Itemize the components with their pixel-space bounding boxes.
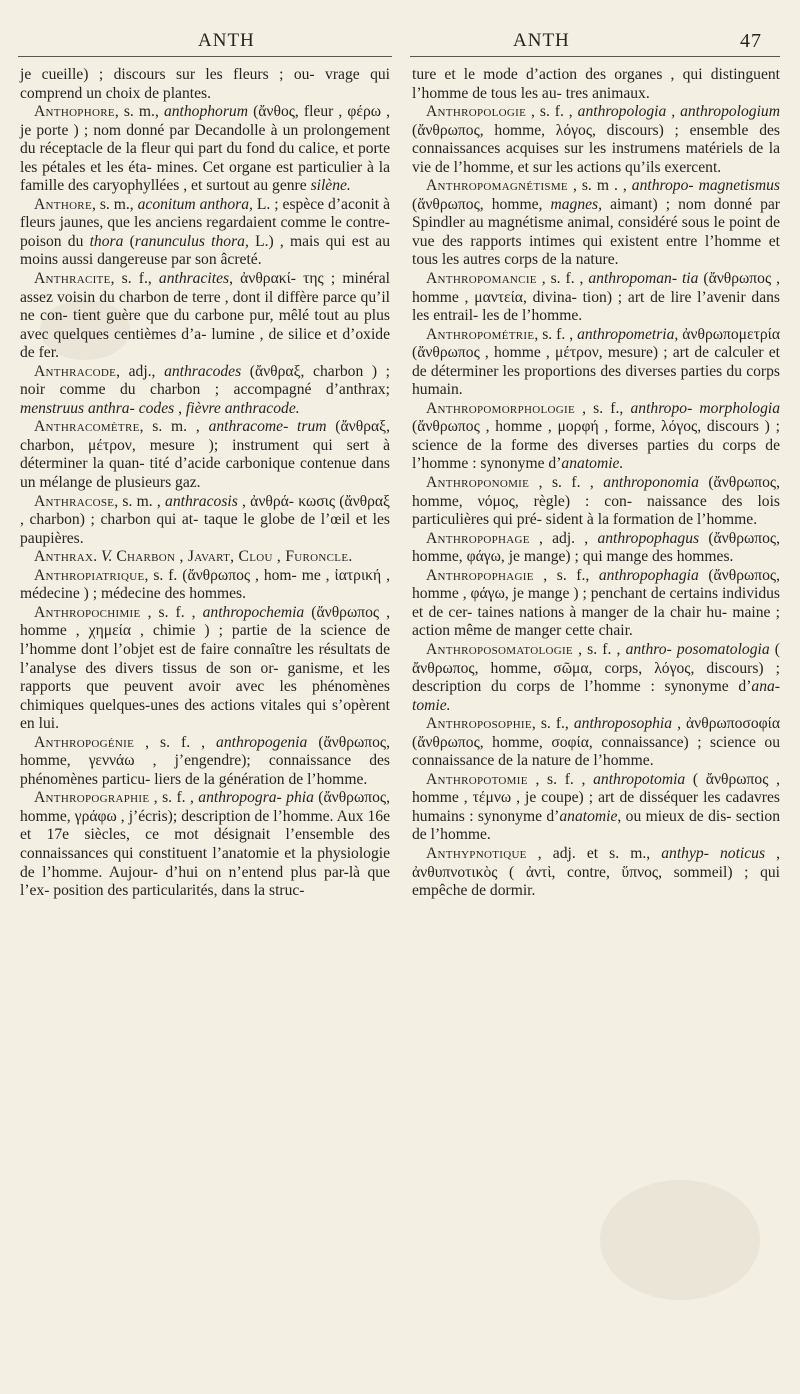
entry-headword: Anthropographie: [34, 789, 150, 807]
entry-text: (ἄνθος, fleur , φέρω , je porte ) ; nom donné par Decandolle à un prolongement du réceptacle de la fleur qui part du fond du calice, et porte les pétales et les éta- mines. Cet organe est particulier à la famille des caryophyllées , et surtout au genre: [20, 103, 390, 195]
entry-text: , s. m . ,: [567, 177, 632, 195]
dictionary-entry: [412, 177, 780, 270]
dictionary-entry: [20, 734, 390, 790]
latin-term: magnes,: [550, 195, 603, 213]
latin-term: menstruus anthra- codes: [20, 399, 175, 417]
latin-term: ana- tomie.: [412, 678, 780, 714]
entry-headword: Anthropophage: [426, 529, 530, 547]
entry-text: L. ; espèce d’aconit à fleurs jaunes, que les anciens regardaient comme le contre- poison du: [20, 195, 390, 250]
entry-headword: Anthropogénie: [34, 733, 135, 751]
entry-text: , s. f.,: [531, 715, 574, 733]
latin-term: anthracome- trum: [208, 418, 327, 436]
dictionary-entry: [412, 530, 780, 567]
entry-headword: Anthropométrie: [426, 325, 535, 343]
latin-term: V.: [101, 548, 113, 566]
header-rule-right: [410, 56, 780, 57]
latin-term: anthropoman- tia: [588, 270, 699, 288]
page-number: 47: [740, 30, 762, 52]
dictionary-entry: [20, 270, 390, 363]
latin-term: fièvre anthracode.: [185, 399, 300, 417]
entry-text: , s. m. ,: [139, 418, 209, 436]
entry-text: , adj. ,: [529, 529, 598, 547]
entry-text: , s. f.,: [574, 399, 631, 417]
left-column: [20, 66, 390, 901]
latin-term: anthropo- morphologia: [630, 399, 780, 417]
entry-headword: Anthropologie: [426, 103, 527, 121]
latin-term: anatomie.: [561, 455, 624, 473]
entry-headword: Anthroponomie: [426, 474, 530, 492]
entry-text: , s. f. (ἄνθρωπος , hom- me , ἰατρική , médecine ) ; médecine des hommes.: [20, 566, 390, 603]
header-rule-left: [18, 56, 392, 57]
dictionary-entry: [20, 363, 390, 419]
latin-term: anthropotomia: [593, 770, 686, 788]
latin-term: thora: [89, 232, 124, 250]
entry-headword: Anthropophagie: [426, 566, 534, 584]
entry-text: , s. f.,: [110, 270, 159, 288]
entry-headword: Anthroposomatologie: [426, 640, 573, 658]
entry-text: , ou mieux de dis- section de l’homme.: [412, 807, 780, 844]
entry-text: (ἄνθραξ, charbon ) ; noir comme du charbon ; accompagné d’anthrax;: [20, 362, 391, 399]
dictionary-entry: [20, 418, 390, 492]
latin-term: aconitum anthora,: [137, 195, 253, 213]
entry-text: L.) , mais qui est au moins aussi dangereuse par son âcreté.: [20, 232, 391, 269]
entry-text: ( ἄνθρωπος , homme , τέμνω , je coupe) ; art de disséquer les cadavres humains : synonyme d’: [412, 770, 780, 825]
dictionary-entry: [20, 493, 390, 549]
entry-text: , adj.,: [116, 362, 165, 380]
entry-text: , s. f. ,: [572, 640, 626, 658]
latin-term: ranunculus thora,: [134, 232, 249, 250]
entry-headword: Anthracose: [34, 492, 115, 510]
latin-term: anthropogra- phia: [198, 789, 314, 807]
latin-term: anthropologia , anthropologium: [577, 103, 780, 121]
entry-text: , s. f. ,: [534, 325, 578, 343]
latin-term: silène.: [310, 177, 351, 195]
entry-text: , s. f. ,: [529, 474, 604, 492]
entry-text: (ἄνθρωπος , homme , χημεία , chimie ) ; partie de la science de l’homme dont l’objet est de faire connaître les résultats de l’analyse des divers tissus de son or- ganisme, et les rapports que peuvent avoir avec les phénomènes chimiques quelques-unes des actions vitales qui s’opèrent en lui.: [20, 603, 390, 733]
entry-headword: Anthropiatrique: [34, 566, 145, 584]
entry-text: , adj. et s. m.,: [526, 844, 662, 862]
entry-headword: Anthracite: [34, 270, 111, 288]
dictionary-entry: [20, 604, 390, 734]
entry-text: (ἄνθρωπος, homme, φάγω, je mange) ; qui mange des hommes.: [412, 529, 780, 566]
dictionary-entry: [412, 641, 780, 715]
latin-term: anthropophagus: [597, 529, 700, 547]
latin-term: anthro- posomatologia: [625, 640, 770, 658]
dictionary-entry: [412, 567, 780, 641]
entry-text: , s. f. ,: [140, 603, 203, 621]
entry-headword: Anthypnotique: [426, 844, 527, 862]
entry-text: (: [123, 232, 135, 250]
latin-term: anthropochemia: [202, 603, 305, 621]
latin-term: anthroponomia: [603, 474, 699, 492]
entry-headword: Anthropomancie: [426, 270, 537, 288]
entry-text: , s. f. ,: [536, 270, 589, 288]
entry-headword: Anthropomagnétisme: [426, 177, 568, 195]
entry-text: (ἄνθραξ, charbon, μέτρον, mesure ); instrument qui sert à déterminer la quan- tité d’acide carbonique contenue dans un mélange de plusieurs gaz.: [20, 418, 390, 492]
entry-text: (ἄνθρωπος, homme, λόγος, discours) ; ensemble des connaissances acquises sur les instrumens matériels de la vie de l’homme, et sur les actions qu’ils exercent.: [412, 121, 780, 176]
entry-text: , ἀνθρά- κωσις (ἄνθραξ , charbon) ; charbon qui at- taque le globe de l’œil et les paupières.: [20, 492, 391, 547]
latin-term: anthropometria,: [577, 325, 679, 343]
dictionary-entry: [412, 771, 780, 845]
latin-term: anthracodes: [164, 362, 242, 380]
dictionary-entry: [412, 270, 780, 326]
entry-headword: Anthracode: [34, 362, 117, 380]
entry-text: , ἀνθρακί- της ; minéral assez voisin du charbon de terre , dont il diffère parce qu’il ne con- tient guère que du carbone pur, mêlé tout au plus avec quelques centièmes d’a- lumine , de silice et d’oxide de fer.: [20, 270, 390, 362]
entry-text: ,: [174, 399, 186, 417]
entry-headword: Anthroposophie: [426, 715, 532, 733]
entry-headword: Anthore: [34, 195, 92, 213]
entry-text: (ἄνθρωπος, homme, γράφω , j’écris); description de l’homme. Aux 16e et 17e siècles, ce mot désignait l’ensemble des connaissances qui constituent l’anatomie et la physiologie de l’homme. Aujour- d’hui on n’entend plus par-là que l’ex- position des particularités, dans la struc-: [20, 789, 390, 900]
dictionary-entry: [412, 715, 780, 771]
latin-term: anthyp- noticus: [661, 844, 766, 862]
entry-text: (ἄνθρωπος, homme, νόμος, règle) : con- naissance des lois particulières qui pré- sident à la formation de l’homme.: [412, 474, 780, 529]
dictionary-entry: [20, 548, 390, 567]
entry-text: , s. f.,: [533, 566, 599, 584]
entry-text: , s. f. ,: [527, 770, 594, 788]
dictionary-entry: [412, 845, 780, 901]
dictionary-entry: [412, 103, 780, 177]
entry-text: , s. f. ,: [526, 103, 578, 121]
latin-term: anthracites: [158, 270, 230, 288]
entry-text: aimant) ; nom donné par Spindler au magnétisme animal, considéré sous le point de vue des rapports intimes qui existent entre l’homme et tous les autres corps de la nature.: [412, 195, 780, 269]
entry-headword: Anthropochimie: [34, 603, 141, 621]
dictionary-entry: [412, 66, 780, 103]
right-header-word: ANTH: [513, 30, 570, 51]
entry-headword: Anthropotomie: [426, 770, 528, 788]
entry-headword: Charbon , Javart, Clou , Furoncle.: [116, 548, 353, 566]
entry-text: , s. f. ,: [134, 733, 217, 751]
latin-term: anthophorum: [163, 103, 248, 121]
entry-headword: Anthophore: [34, 103, 115, 121]
paper-stain: [600, 1180, 760, 1300]
entry-headword: Anthracomètre: [34, 418, 140, 436]
dictionary-entry: [20, 789, 390, 900]
dictionary-entry: [20, 66, 390, 103]
latin-term: anthropo- magnetismus: [631, 177, 780, 195]
right-column: [412, 66, 780, 901]
dictionary-entry: [412, 474, 780, 530]
entry-text: (ἄνθρωπος , homme , μαντεία, divina- tion) ; art de lire l’avenir dans les entrail- les de l’homme.: [412, 270, 780, 325]
entry-text: (ἄνθρωπος , homme , μορφή , forme, λόγος, discours ) ; science de la forme des diverses parties du corps de l’homme : synonyme d’: [412, 418, 780, 473]
dictionary-entry: [412, 326, 780, 400]
dictionary-entry: [20, 567, 390, 604]
latin-term: anthroposophia ,: [573, 715, 681, 733]
entry-text: ture et le mode d’action des organes , qui distinguent l’homme de tous les au- tres animaux.: [412, 66, 780, 102]
dictionary-entry: [20, 196, 390, 270]
entry-text: je cueille) ; discours sur les fleurs ; ou- vrage qui comprend un choix de plantes.: [20, 66, 390, 102]
latin-term: anthropophagia: [598, 566, 699, 584]
dictionary-entry: [20, 103, 390, 196]
latin-term: anthracosis: [165, 492, 238, 510]
entry-text: ( ἄνθρωπος, homme, σῶμα, corps, λόγος, discours) ; description du corps de l’homme : synonyme d’: [412, 640, 780, 696]
dictionary-entry: [412, 400, 780, 474]
latin-term: anthropogenia: [216, 733, 308, 751]
left-header-word: ANTH: [198, 30, 255, 51]
entry-headword: Anthropomorphologie: [426, 399, 575, 417]
entry-text: (ἄνθρωπος, homme,: [412, 195, 551, 213]
entry-text: , s. m.,: [91, 195, 138, 213]
entry-text: (ἄνθρωπος, homme, γεννάω , j’engendre); connaissance des phénomènes particu- liers de la génération de l’homme.: [20, 733, 390, 788]
entry-text: , s. m. ,: [114, 492, 166, 510]
entry-text: (ἄνθρωπος, homme , φάγω, je mange ) ; penchant de certains individus et de cer- taines nations à manger de la chair hu- maine ; action même de manger cette chair.: [412, 566, 780, 640]
entry-headword: Anthrax: [34, 548, 94, 566]
entry-text: ἀνθρωποσοφία (ἄνθρωπος, homme, σοφία, connaissance) ; science ou connaissance de la nature de l’homme.: [412, 715, 780, 770]
entry-text: , s. m.,: [114, 103, 164, 121]
entry-text: , s. f. ,: [149, 789, 199, 807]
entry-text: ἀνθρωπομετρία (ἄνθρωπος , homme , μέτρον, mesure) ; art de calculer et de déterminer les proportions des diverses parties du corps humain.: [412, 325, 780, 399]
entry-text: , ἀνθυπνοτικὸς ( ἀντὶ, contre, ὕπνος, sommeil) ; qui empêche de dormir.: [412, 844, 781, 900]
latin-term: anatomie: [559, 807, 618, 825]
entry-text: .: [93, 548, 101, 566]
